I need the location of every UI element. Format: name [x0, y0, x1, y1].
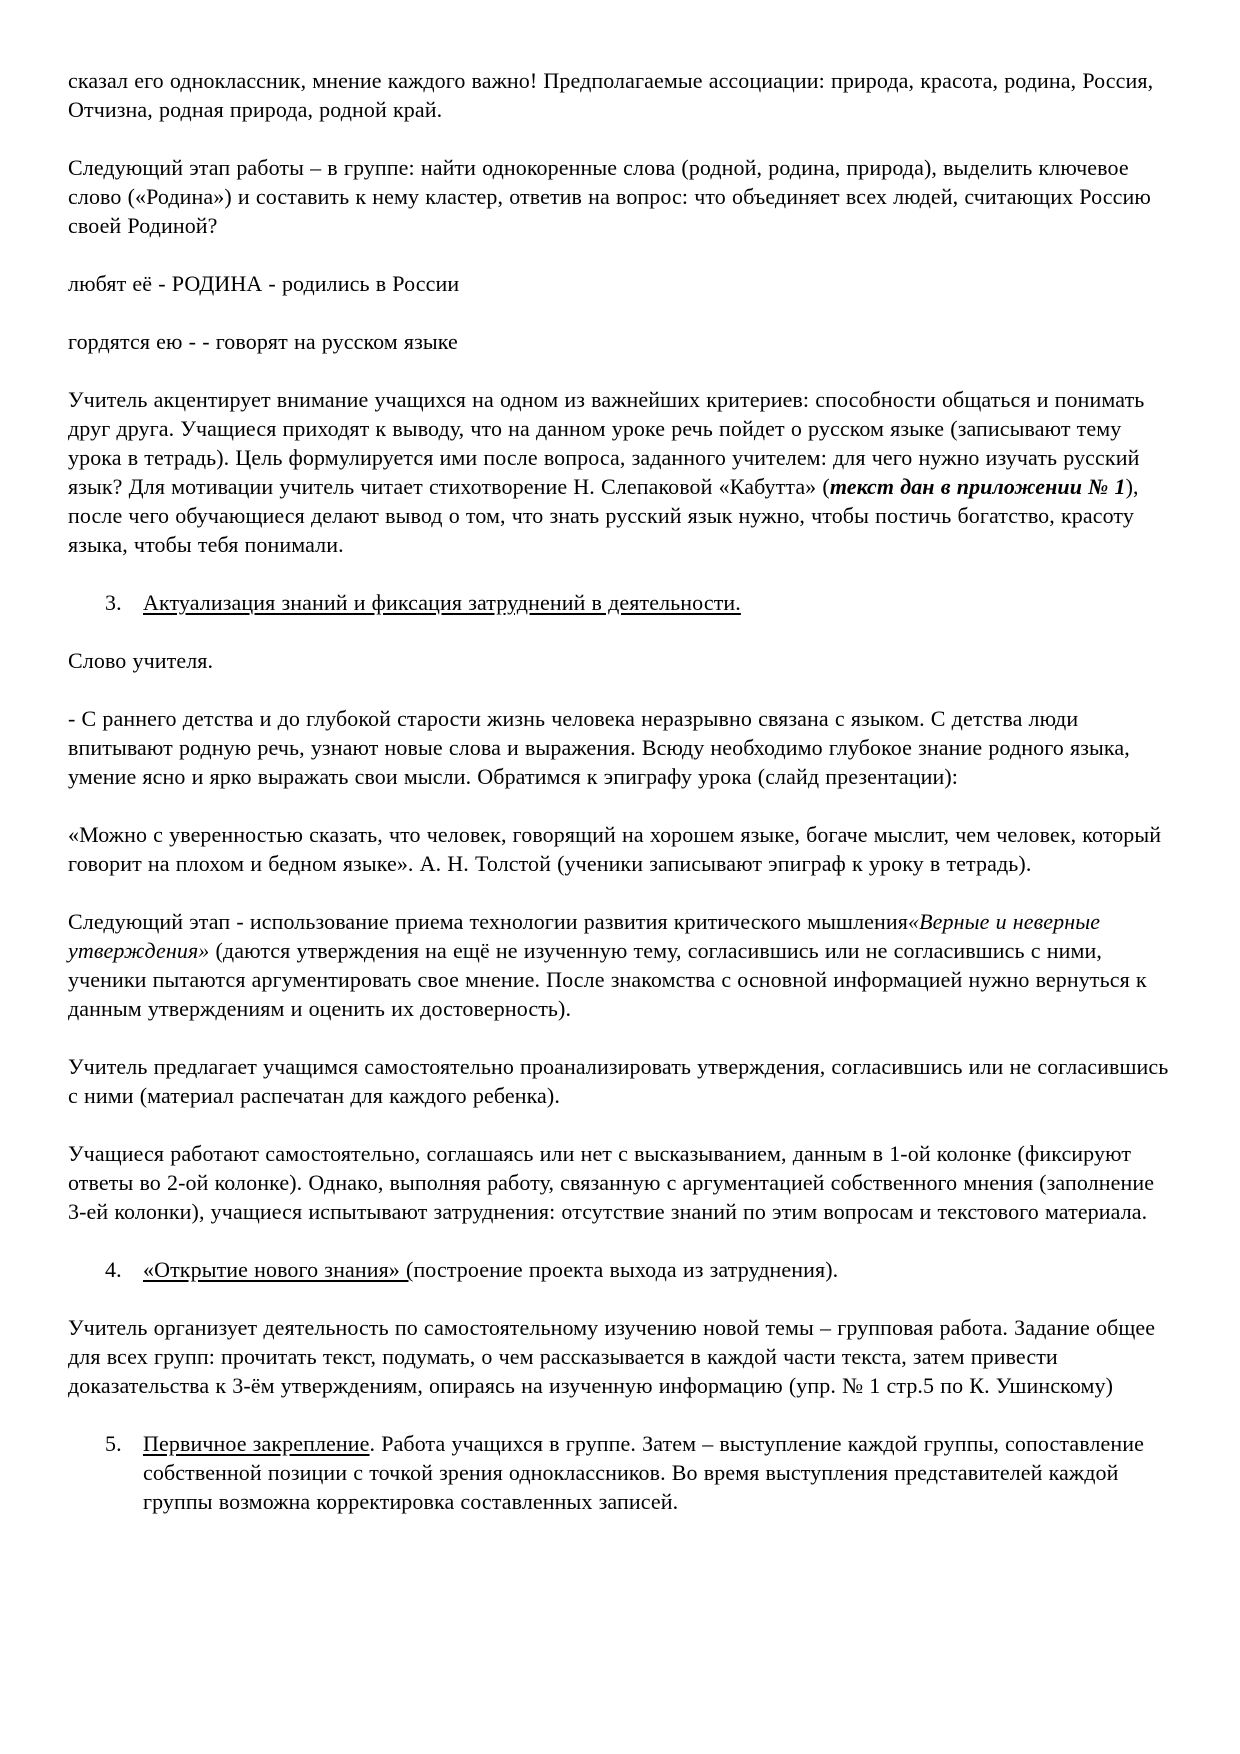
text-segment: Учитель организует деятельность по самостоятельному изучению новой темы – групповая работа. Задание общее для всех групп: прочитать текст, подумать, о чем рассказывается в каждой части текста, затем привести доказательства к 3-ём утверждениям, опираясь на изученную информацию (упр. № 1 стр.5 по К. Ушинскому) — [68, 1315, 1156, 1398]
paragraph — [68, 1313, 1174, 1400]
list-item-number: 3. — [105, 590, 122, 615]
text-segment: Актуализация знаний и фиксация затруднений в деятельности. — [143, 590, 741, 615]
text-segment: сказал его одноклассник, мнение каждого важно! Предполагаемые ассоциации: природа, красота, родина, Россия, Отчизна, родная природа, родной край. — [68, 68, 1154, 122]
paragraph — [68, 704, 1174, 791]
text-segment: . Работа учащихся в группе. Затем – выступление каждой группы, сопоставление собственной позиции с точкой зрения одноклассников. Во время выступления представителей каждой группы возможна корректировка составленных записей. — [143, 1431, 1145, 1514]
paragraph — [68, 1052, 1174, 1110]
text-segment: любят её - РОДИНА - родились в России — [68, 271, 460, 296]
list-item — [68, 588, 1174, 617]
list-item-number: 5. — [105, 1431, 122, 1456]
text-segment: Учащиеся работают самостоятельно, соглашаясь или нет с высказыванием, данным в 1-ой колонке (фиксируют ответы во 2-ой колонке). Однако, выполняя работу, связанную с аргументацией собственного мнения (заполнение 3-ей колонки), учащиеся испытывают затруднения: отсутствие знаний по этим вопросам и текстового материала. — [68, 1141, 1155, 1224]
text-segment: гордятся ею - - говорят на русском языке — [68, 329, 458, 354]
text-segment: Учитель акцентирует внимание учащихся на одном из важнейших критериев: способности общаться и понимать друг друга. Учащиеся приходят к выводу, что на данном уроке речь пойдет о русском языке (записывают тему урока в тетрадь). Цель формулируется ими после вопроса, заданного учителем: для чего нужно изучать русский язык? Для мотивации учитель читает стихотворение Н. Слепаковой «Кабутта» ( — [68, 387, 1145, 499]
list-item — [68, 1255, 1174, 1284]
text-segment: текст дан в приложении № 1 — [829, 474, 1126, 499]
text-segment: построение проекта выхода из затруднения). — [413, 1257, 839, 1282]
paragraph — [68, 66, 1174, 124]
paragraph — [68, 646, 1174, 675]
text-segment: - С раннего детства и до глубокой старости жизнь человека неразрывно связана с языком. С детства люди впитывают родную речь, узнают новые слова и выражения. Всюду необходимо глубокое знание родного языка, умение ясно и ярко выражать свои мысли. Обратимся к эпиграфу урока (слайд презентации): — [68, 706, 1130, 789]
paragraph — [68, 385, 1174, 559]
list-item-number: 4. — [105, 1257, 122, 1282]
paragraph — [68, 907, 1174, 1023]
text-segment: (даются утверждения на ещё не изученную тему, согласившись или не согласившись с ними, ученики пытаются аргументировать свое мнение. После знакомства с основной информацией нужно вернуться к данным утверждениям и оценить их достоверность). — [68, 938, 1147, 1021]
text-segment: Первичное закрепление — [143, 1431, 370, 1456]
list-item — [68, 1429, 1174, 1516]
text-segment: Следующий этап работы – в группе: найти однокоренные слова (родной, родина, природа), выделить ключевое слово («Родина») и составить к нему кластер, ответив на вопрос: что объединяет всех людей, считающих Россию своей Родиной? — [68, 155, 1151, 238]
text-segment: Учитель предлагает учащимся самостоятельно проанализировать утверждения, согласившись или не согласившись с ними (материал распечатан для каждого ребенка). — [68, 1054, 1169, 1108]
document-body — [68, 66, 1174, 1516]
paragraph — [68, 820, 1174, 878]
text-segment: Слово учителя. — [68, 648, 214, 673]
text-segment: «Верные и неверные утверждения» — [68, 909, 1101, 963]
paragraph — [68, 1139, 1174, 1226]
text-segment: «Можно с уверенностью сказать, что человек, говорящий на хорошем языке, богаче мыслит, чем человек, который говорит на плохом и бедном языке». А. Н. Толстой (ученики записывают эпиграф к уроку в тетрадь). — [68, 822, 1162, 876]
paragraph — [68, 153, 1174, 240]
paragraph — [68, 269, 1174, 298]
text-segment: Следующий этап - использование приема технологии развития критического мышления — [68, 909, 908, 934]
text-segment: ), после чего обучающиеся делают вывод о том, что знать русский язык нужно, чтобы постичь богатство, красоту языка, чтобы тебя понимали. — [68, 474, 1139, 557]
text-segment: «Открытие нового знания» ( — [143, 1257, 414, 1282]
paragraph — [68, 327, 1174, 356]
